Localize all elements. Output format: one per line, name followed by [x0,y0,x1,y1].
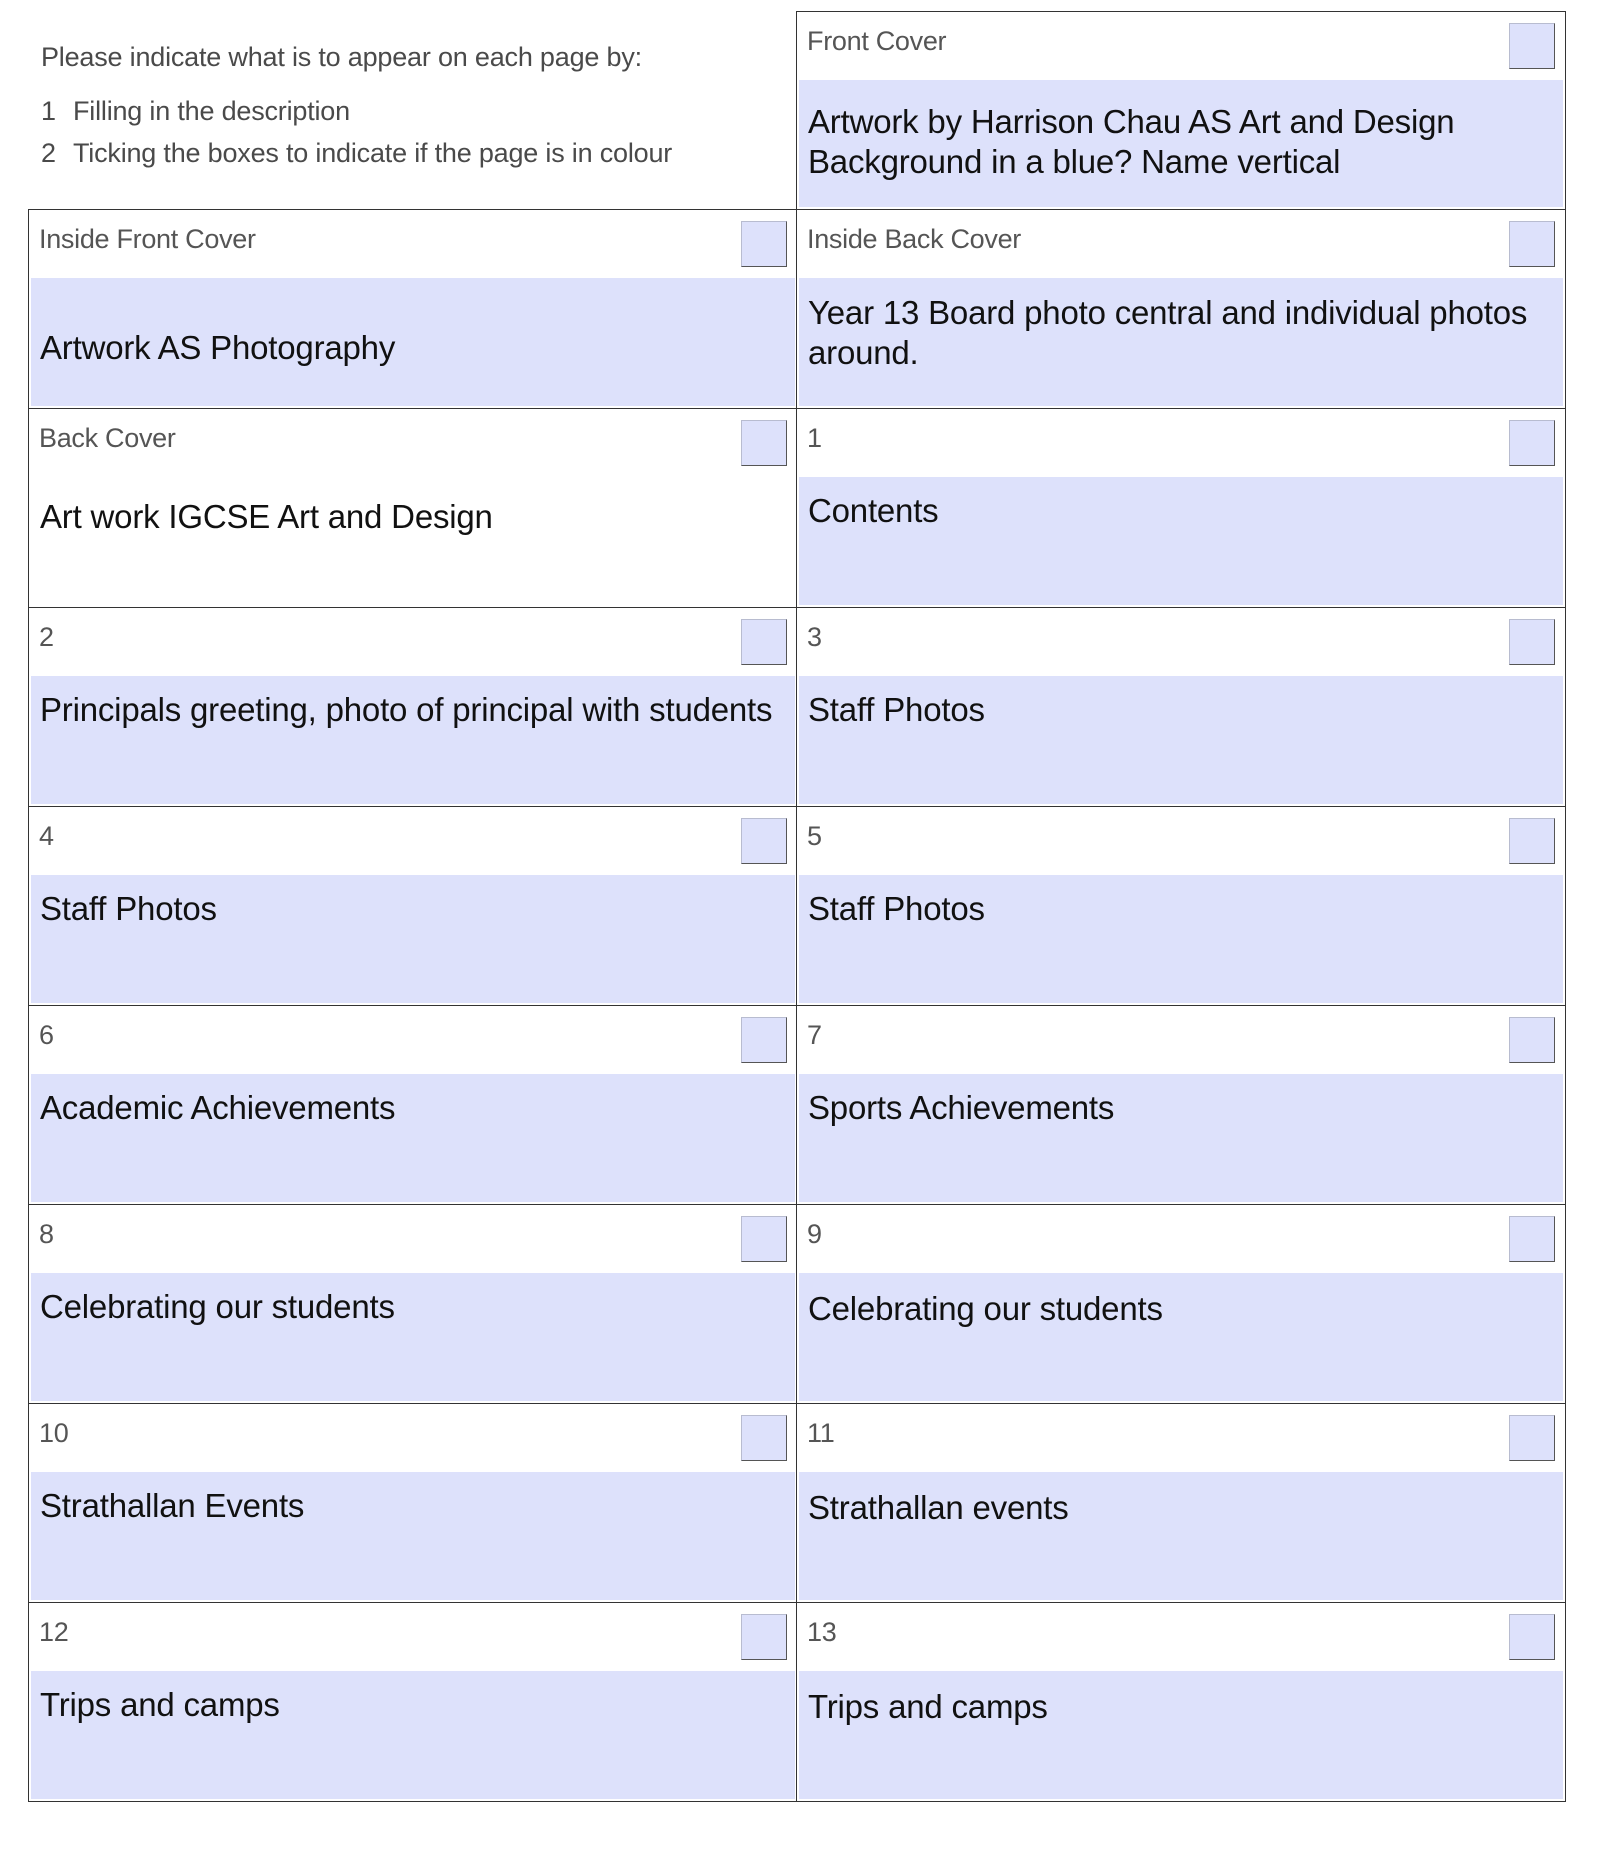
page-cell-header [29,1404,797,1472]
page-cell-header [797,210,1565,278]
page-cell-header [797,1404,1565,1472]
description-text: Art work IGCSE Art and Design [40,498,493,535]
page-cell-header [29,608,797,676]
description-field[interactable] [31,676,795,804]
description-text: Strathallan events [808,1489,1069,1526]
description-text: Celebrating our students [808,1290,1163,1327]
page-cell-1 [796,408,1566,608]
description-text: Strathallan Events [40,1487,305,1524]
page-cell-header [29,1205,797,1273]
page-label: 9 [807,1219,822,1249]
description-text: Staff Photos [808,691,985,728]
instructions [41,40,781,178]
description-text: Sports Achievements [808,1089,1115,1126]
page-cell-4 [28,806,798,1006]
page-label: 1 [807,423,822,453]
colour-checkbox[interactable] [1509,1216,1555,1262]
colour-checkbox[interactable] [741,221,787,267]
description-field[interactable] [31,278,795,406]
page-cell-12 [28,1602,798,1802]
page-label: 2 [39,622,54,652]
description-text: Trips and camps [40,1686,280,1723]
colour-checkbox[interactable] [1509,221,1555,267]
colour-checkbox[interactable] [1509,1415,1555,1461]
page-label: 12 [39,1617,69,1647]
colour-checkbox[interactable] [741,1614,787,1660]
page-label: 6 [39,1020,54,1050]
description-field[interactable] [31,1273,795,1401]
colour-checkbox[interactable] [741,1216,787,1262]
page-cell-6 [28,1005,798,1205]
description-field[interactable] [31,1671,795,1799]
page-cell-header [797,1205,1565,1273]
colour-checkbox[interactable] [1509,619,1555,665]
description-field[interactable] [799,676,1563,804]
page-cell-header [797,1006,1565,1074]
description-field[interactable] [31,1472,795,1600]
step-number: 2 [41,138,56,168]
description-text: Trips and camps [808,1688,1048,1725]
description-text: Artwork by Harrison Chau AS Art and Design Background in a blue? Name vertical [808,103,1455,180]
page-cell-header [29,1603,797,1671]
description-field[interactable] [31,477,795,605]
description-text: Artwork AS Photography [40,329,396,366]
page-cell-10 [28,1403,798,1603]
page-cell-2 [28,607,798,807]
page-cell-9 [796,1204,1566,1404]
description-field[interactable] [799,278,1563,406]
page-cell-header [797,409,1565,477]
description-text: Celebrating our students [40,1288,395,1325]
description-text: Principals greeting, photo of principal with students [40,691,773,728]
page-cell-header [797,1603,1565,1671]
description-text: Staff Photos [808,890,985,927]
page-label: 5 [807,821,822,851]
page-cell-front-cover [796,11,1566,210]
page-cell-13 [796,1602,1566,1802]
page-label: 4 [39,821,54,851]
page-label: Back Cover [39,423,176,453]
description-text: Staff Photos [40,890,217,927]
page-label: Inside Front Cover [39,224,256,254]
page-cell-inside-front-cover [28,209,798,409]
description-text: Year 13 Board photo central and individual photos around. [808,294,1528,371]
description-field[interactable] [31,875,795,1003]
step-text: Filling in the description [73,96,350,126]
description-field[interactable] [799,1273,1563,1401]
page-cell-header [29,210,797,278]
instruction-step [41,94,781,128]
page-cell-header [797,807,1565,875]
colour-checkbox[interactable] [741,420,787,466]
colour-checkbox[interactable] [1509,420,1555,466]
page-label: 13 [807,1617,837,1647]
instruction-step [41,136,781,170]
page-cell-header [797,608,1565,676]
page-cell-header [29,807,797,875]
colour-checkbox[interactable] [1509,23,1555,69]
colour-checkbox[interactable] [1509,1017,1555,1063]
page-cell-8 [28,1204,798,1404]
page-cell-header [29,409,797,477]
step-text: Ticking the boxes to indicate if the page is in colour [73,138,673,168]
step-number: 1 [41,96,56,126]
page-cell-header [797,12,1565,80]
colour-checkbox[interactable] [741,619,787,665]
page-cell-5 [796,806,1566,1006]
description-field[interactable] [31,1074,795,1202]
instructions-intro: Please indicate what is to appear on each page by: [41,42,642,72]
colour-checkbox[interactable] [741,818,787,864]
page-label: 3 [807,622,822,652]
page-label: 11 [807,1418,835,1448]
description-field[interactable] [799,80,1563,207]
page-label: Front Cover [807,26,947,56]
description-field[interactable] [799,1472,1563,1600]
colour-checkbox[interactable] [741,1017,787,1063]
page-cell-inside-back-cover [796,209,1566,409]
colour-checkbox[interactable] [1509,1614,1555,1660]
description-text: Contents [808,492,939,529]
page-label: Inside Back Cover [807,224,1021,254]
page-label: 8 [39,1219,54,1249]
page-label: 7 [807,1020,822,1050]
page-cell-header [29,1006,797,1074]
description-field[interactable] [799,875,1563,1003]
description-field[interactable] [799,1671,1563,1799]
colour-checkbox[interactable] [741,1415,787,1461]
page-cell-7 [796,1005,1566,1205]
description-field[interactable] [799,477,1563,605]
description-field[interactable] [799,1074,1563,1202]
page-label: 10 [39,1418,69,1448]
colour-checkbox[interactable] [1509,818,1555,864]
page-cell-11 [796,1403,1566,1603]
page-cell-3 [796,607,1566,807]
page-cell-back-cover [28,408,798,608]
description-text: Academic Achievements [40,1089,396,1126]
